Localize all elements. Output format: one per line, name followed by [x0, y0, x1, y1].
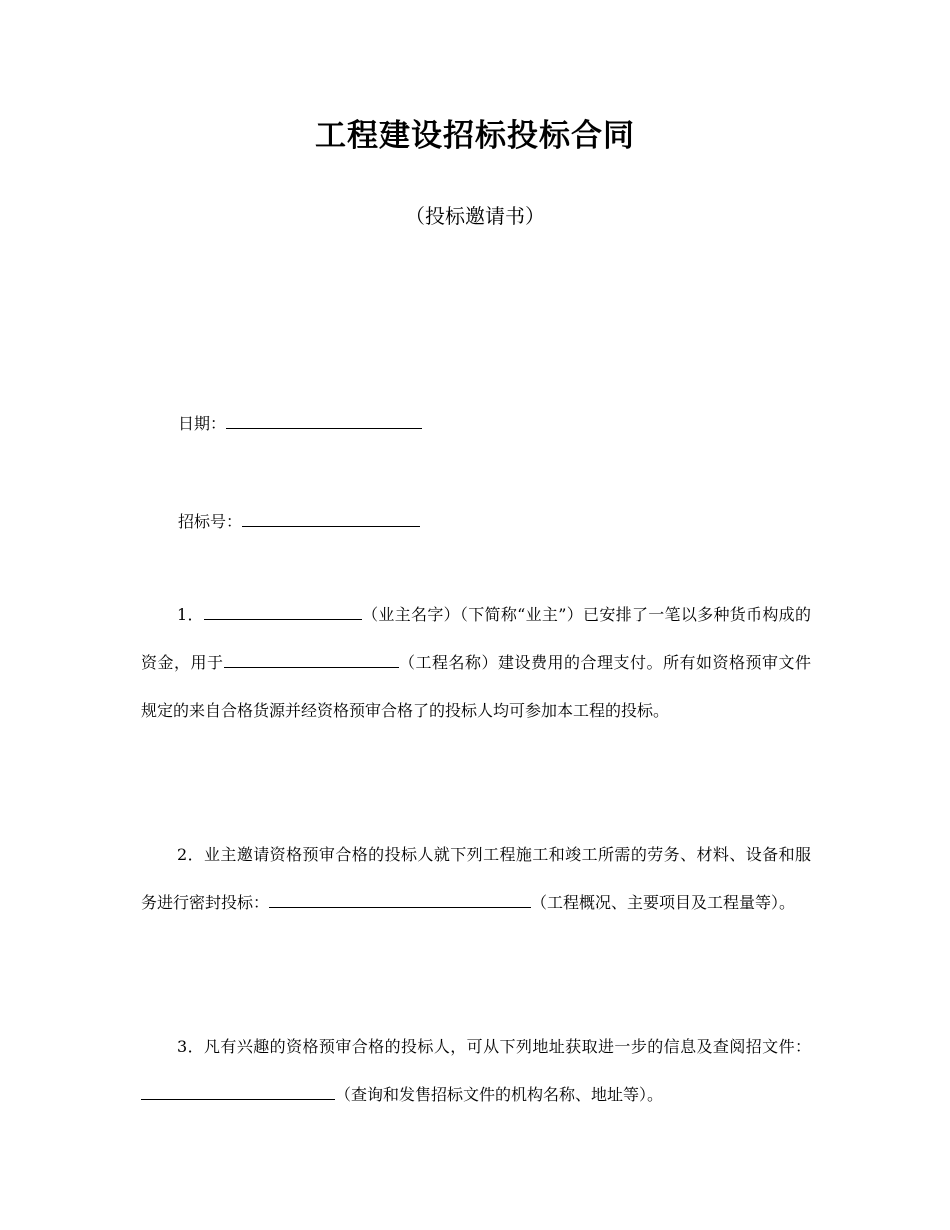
- project-name-blank: [224, 649, 399, 668]
- date-field: [178, 410, 422, 436]
- document-title: 工程建设招标投标合同: [315, 118, 635, 154]
- paragraph-2-text-a: 业主邀请资格预审合格的投标人就下列工程施工和竣工所需的劳务、材料、设备和服务进行密封投标：: [141, 845, 811, 912]
- paragraph-1-number: 1．: [177, 605, 204, 624]
- paragraph-3-number: 3．: [177, 1037, 205, 1056]
- document-subtitle: （投标邀请书）: [405, 204, 545, 228]
- paragraph-2-number: 2．: [177, 845, 205, 864]
- bid-number-blank: [242, 508, 420, 527]
- paragraph-1: [141, 591, 811, 735]
- paragraph-2-text-b: （工程概况、主要项目及工程量等）。: [531, 893, 796, 912]
- bid-number-field: [178, 508, 420, 534]
- owner-name-blank: [204, 601, 362, 620]
- agency-info-blank: [141, 1081, 335, 1100]
- date-blank: [226, 410, 422, 429]
- project-overview-blank: [269, 889, 531, 908]
- bid-number-label: 招标号：: [178, 512, 243, 531]
- paragraph-3: [141, 1023, 811, 1119]
- date-label: 日期：: [178, 414, 227, 433]
- paragraph-3-text-b: （查询和发售招标文件的机构名称、地址等）。: [335, 1085, 664, 1104]
- paragraph-3-text-a: 凡有兴趣的资格预审合格的投标人，可从下列地址获取进一步的信息及查阅招文件：: [204, 1037, 811, 1056]
- paragraph-2: [141, 831, 811, 927]
- paragraph-1-text-a: （业主名字）（下简称“业主”）已安排了一笔以多种货币构成的资金，用于: [141, 605, 811, 672]
- paragraph-1-text-b: （工程名称）建设费用的合理支付。所有如资格预审文件规定的来自合格货源并经资格预审合格了的投标人均可参加本工程的投标。: [141, 653, 811, 720]
